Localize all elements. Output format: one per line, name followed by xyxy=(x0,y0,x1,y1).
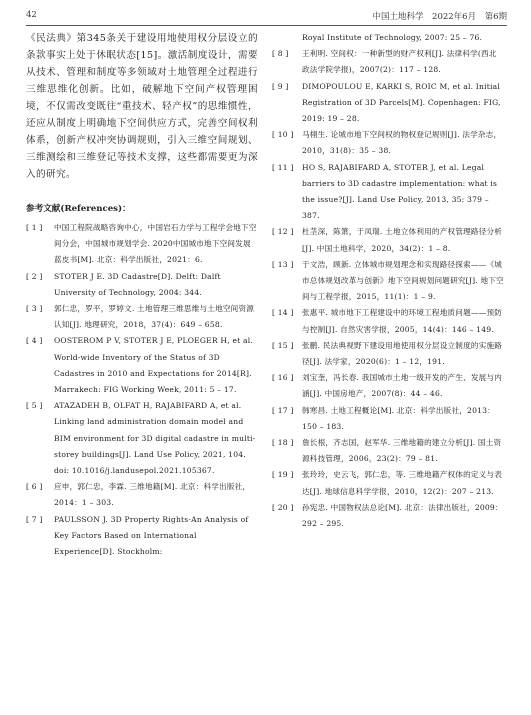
reference-item xyxy=(272,435,504,467)
reference-item xyxy=(26,301,258,333)
reference-number: [ 4 ] xyxy=(26,336,43,346)
reference-text: 杜茎深，陈箫，于凤瑞. 土地立体利用的产权管理路径分析[J]. 中国土地科学，2020，34(2)：1 – 8. xyxy=(302,227,503,253)
right-references-list xyxy=(272,46,504,532)
reference-text: PAULSSON J. 3D Property Rights-An Analysis of Key Factors Based on International Experience[D]. Stockholm: xyxy=(54,514,249,557)
reference-text: DIMOPOULOU E, KARKI S, ROIC M, et al. Initial Registration of 3D Parcels[M]. Copenhagen: FIG, 2019: 19 – 28. xyxy=(302,81,501,124)
reference-number: [ 16 ] xyxy=(272,373,294,383)
reference-item xyxy=(26,398,258,479)
reference-number: [ 14 ] xyxy=(272,308,294,318)
reference-item xyxy=(26,269,258,301)
reference-number: [ 7 ] xyxy=(26,514,43,524)
reference-number: [ 1 ] xyxy=(26,223,43,232)
reference-item xyxy=(272,160,504,225)
reference-text: 中国工程院战略咨询中心，中国岩石力学与工程学会地下空间分会，中国城市规划学会. 2020中国城市地下空间发展蓝皮书[M]. 北京：科学出版社，2021：6. xyxy=(54,223,257,265)
reference-item xyxy=(272,46,504,78)
reference-number: [ 8 ] xyxy=(272,49,289,59)
reference-number: [ 9 ] xyxy=(272,81,289,91)
page-header xyxy=(26,10,507,24)
reference-item xyxy=(272,338,504,370)
left-references-list xyxy=(26,220,258,560)
reference-number: [ 20 ] xyxy=(272,502,294,512)
reference-text: STOTER J E. 3D Cadastre[D]. Delft: Dalft University of Technology, 2004: 344. xyxy=(54,271,221,297)
reference-number: [ 5 ] xyxy=(26,401,43,411)
header-divider xyxy=(26,25,507,26)
right-column xyxy=(272,30,504,532)
reference-number: [ 12 ] xyxy=(272,227,294,237)
reference-item xyxy=(272,224,504,256)
journal-title: 中国土地科学 2022年6月 第6期 xyxy=(372,12,507,22)
reference-text: 郭仁忠，罗平，罗婷文. 土地管理三维思维与土地空间资源认知[J]. 地理研究，2018，37(4)：649 – 658. xyxy=(54,304,255,330)
reference-number: [ 17 ] xyxy=(272,405,294,415)
reference-item xyxy=(272,79,504,128)
reference-text: 应申，郭仁忠，李霖. 三维地籍[M]. 北京：科学出版社，2014：1 – 303. xyxy=(54,482,251,508)
reference-item xyxy=(272,500,504,532)
reference-text: 张鹏. 民法典视野下建设用地使用权分层设立制度的实施路径[J]. 法学家，2020(6)：1 – 12，191. xyxy=(302,340,503,367)
reference-text: 詹长根，齐志国，赵军华. 三维地籍的建立分析[J]. 国土资源科技管理，2006，23(2)：79 – 81. xyxy=(302,438,502,464)
reference-number: [ 10 ] xyxy=(272,130,294,140)
reference-text: OOSTEROM P V, STOTER J E, PLOEGER H, et al. World-wide Inventory of the Status of 3D Cadastres in 2010 and Expectations for 2014[R]. Marrakech: FIG Working Week, 2011: 5 – 17. xyxy=(54,336,254,395)
left-column xyxy=(26,30,258,560)
reference-text: ATAZADEH B, OLFAT H, RAJABIFARD A, et al. Linking land administration domain model and BIM environment for 3D digital cadastre in multi-storey buildings[J]. Land Use Policy, 2021, 104. doi: 10.1016/j.landusepol.2021.105367. xyxy=(54,401,256,476)
reference-item xyxy=(272,305,504,337)
reference-text: 刘宝奎，冯长春. 我国城市土地一级开发的产生、发展与内涵[J]. 中国房地产，2007(8)：44 – 46. xyxy=(302,373,503,399)
body-text: 《民法典》第345条关于建设用地使用权分层设立的条款事实上处于休眠状态[15]。激活制度设计，需要从技术、管理和制度等多领域对土地管理全过程进行三维思维化创新。比如，破解地下空间产权管理困境，不仅需改变既往“重技术、轻产权”的思维惯性，还应从制度上明确地下空间供应方式，完善空间权利体系，创新产权冲突协调规则，引入三维空间规划、三维测绘和三维登记等技术支撑，这些都需要更为深入的研究。 xyxy=(26,33,258,180)
reference-item xyxy=(272,370,504,402)
reference-item xyxy=(272,257,504,306)
reference-text: 马栩生. 论城市地下空间权的物权登记规则[J]. 法学杂志，2010，31(8)：35 – 38. xyxy=(302,130,502,156)
page-number: 42 xyxy=(26,10,37,20)
reference-item xyxy=(272,403,504,435)
reference-text: HO S, RAJABIFARD A, STOTER J, et al. Legal barriers to 3D cadastre implementation: what is the issue?[J]. Land Use Policy, 2013, 35: 379 – 387. xyxy=(302,162,498,221)
reference-item xyxy=(26,333,258,398)
reference-text: 于文浩，顾新. 立体城市规划理念和实现路径探索——《城市总体规划改革与创新》地下空间规划问题研究[J]. 地下空间与工程学报，2015，11(1)：1 – 9. xyxy=(302,259,504,302)
body-paragraph xyxy=(26,30,258,183)
reference-continuation: Royal Institute of Technology, 2007: 25 – 76. xyxy=(302,33,483,42)
reference-number: [ 13 ] xyxy=(272,259,294,269)
reference-item xyxy=(272,127,504,159)
reference-item xyxy=(272,467,504,499)
reference-number: [ 3 ] xyxy=(26,304,43,314)
reference-text: 孙宪忠. 中国物权法总论[M]. 北京：法律出版社，2009：292 – 295. xyxy=(302,502,503,529)
reference-number: [ 11 ] xyxy=(272,162,294,172)
reference-text: 张玲玲，史云飞，郭仁忠，等. 三维地籍产权体的定义与表达[J]. 地球信息科学学报，2010，12(2)：207 – 213. xyxy=(302,470,503,496)
reference-item xyxy=(26,479,258,511)
references-heading: 参考文献(References)： xyxy=(26,204,131,214)
reference-number: [ 19 ] xyxy=(272,470,294,480)
reference-number: [ 2 ] xyxy=(26,271,43,281)
reference-text: 韩寒昌. 土地工程概论[M]. 北京：科学出版社，2013：150 – 183. xyxy=(302,405,495,431)
reference-text: 王利明. 空间权：一种新型的财产权利[J]. 法律科学(西北政法学院学报)，2007(2)：117 – 128. xyxy=(302,49,497,75)
reference-number: [ 18 ] xyxy=(272,438,294,448)
reference-text: 张惠平. 城市地下工程建设中的环境工程地质问题——预防与控制[J]. 自然灾害学报，2005，14(4)：146 – 149. xyxy=(302,308,503,334)
reference-number: [ 6 ] xyxy=(26,482,43,492)
reference-number: [ 15 ] xyxy=(272,340,294,350)
reference-item xyxy=(26,220,258,269)
reference-item xyxy=(26,512,258,561)
